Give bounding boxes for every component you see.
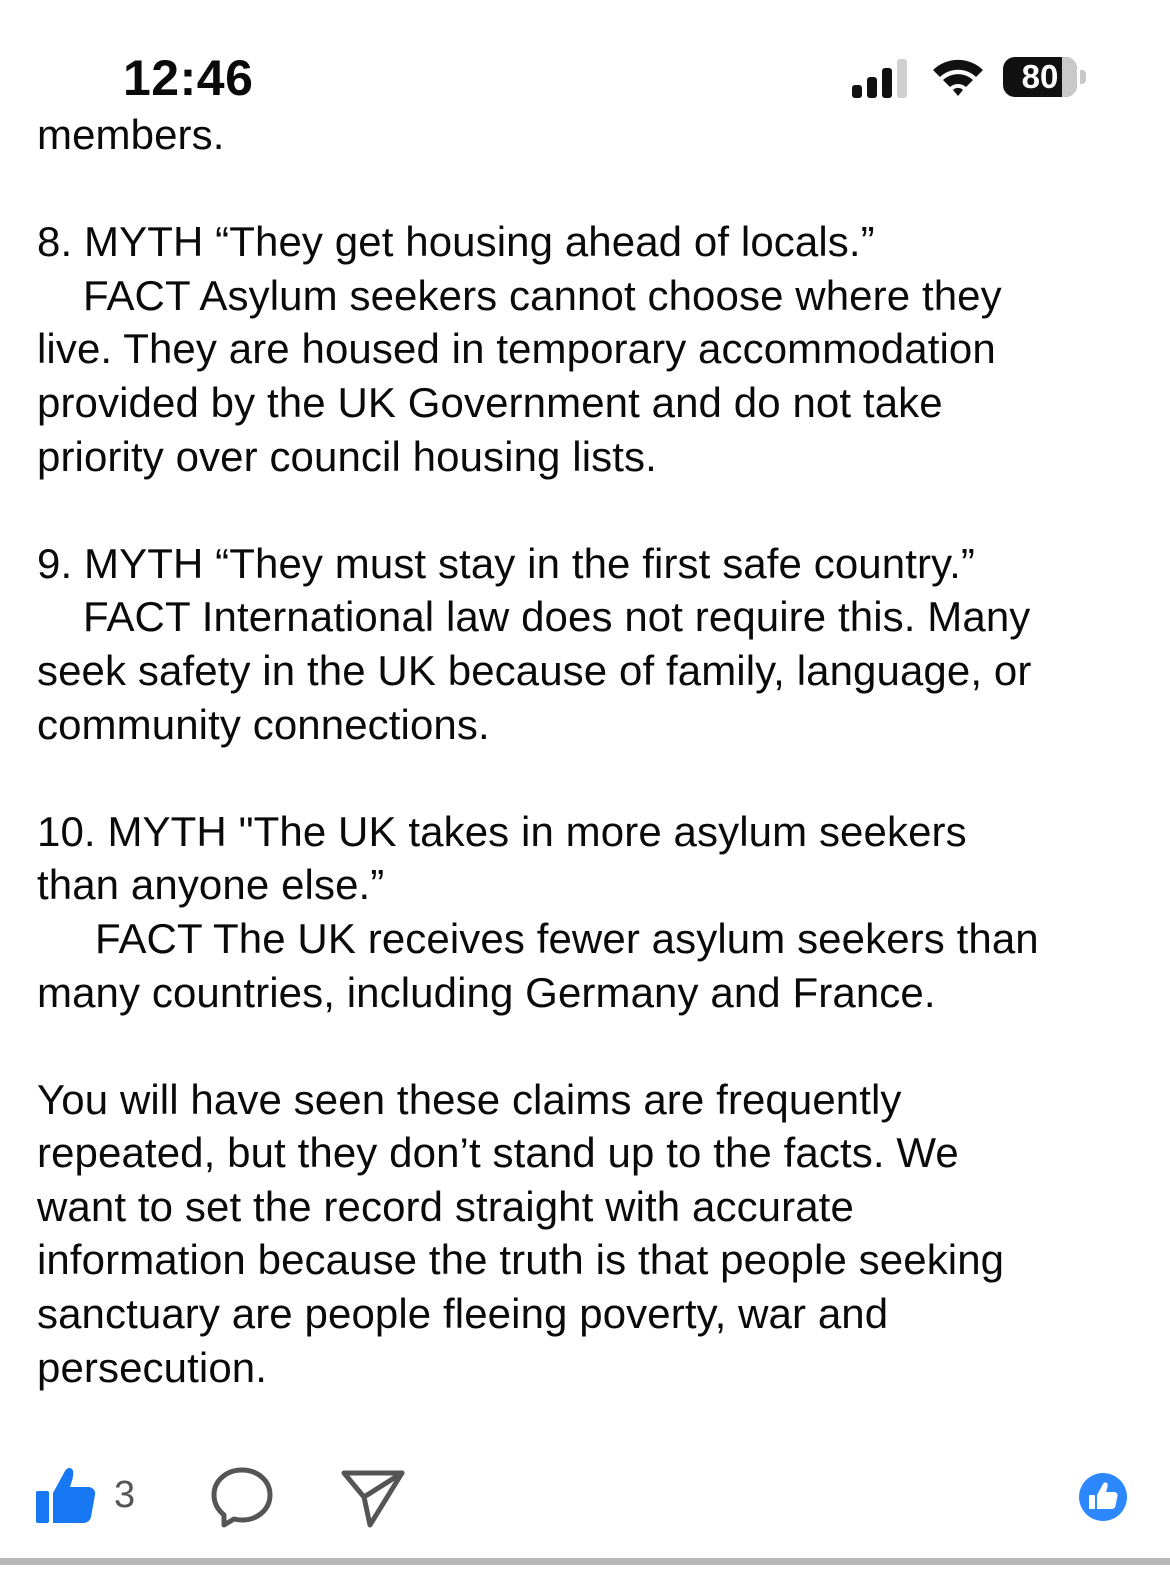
share-send-icon[interactable]: [340, 1465, 406, 1529]
post-spacer: [37, 751, 1147, 805]
conclusion-line: sanctuary are people fleeing poverty, war and: [37, 1290, 889, 1338]
post-spacer: [37, 1019, 1147, 1073]
post-spacer: [37, 162, 1147, 216]
thumbs-up-icon[interactable]: [34, 1463, 98, 1527]
post-line: provided by the UK Government and do not take: [37, 378, 943, 426]
conclusion-line: information because the truth is that people seeking: [37, 1236, 1005, 1284]
comment-bubble-icon[interactable]: [210, 1465, 274, 1529]
myth-heading: 10. MYTH "The UK takes in more asylum seekers: [37, 807, 967, 855]
conclusion-line: want to set the record straight with accurate: [37, 1182, 854, 1230]
fact-text: FACT Asylum seekers cannot choose where they: [83, 271, 1002, 319]
battery-indicator: [1003, 57, 1089, 99]
post-line: than anyone else.”: [37, 861, 385, 909]
wifi-icon: [930, 56, 986, 100]
like-count[interactable]: 3: [114, 1474, 136, 1516]
post-line: priority over council housing lists.: [37, 432, 657, 480]
like-reaction-badge-icon[interactable]: [1078, 1472, 1128, 1522]
post-line: members.: [37, 111, 225, 158]
cellular-signal-icon: [852, 58, 912, 98]
battery-percent: 80: [1021, 58, 1059, 95]
post-line: community connections.: [37, 700, 490, 748]
post-spacer: [37, 483, 1147, 537]
battery-cap: [1080, 70, 1086, 84]
home-indicator-divider: [0, 1558, 1170, 1565]
fact-text: FACT International law does not require this. Many: [83, 593, 1031, 641]
conclusion-line: You will have seen these claims are frequently: [37, 1075, 902, 1123]
conclusion-line: persecution.: [37, 1343, 268, 1391]
post-action-bar: [0, 1455, 1170, 1535]
conclusion-line: repeated, but they don’t stand up to the facts. We: [37, 1129, 959, 1177]
post-line: seek safety in the UK because of family, language, or: [37, 646, 1032, 694]
post-line: many countries, including Germany and France.: [37, 968, 936, 1016]
post-line: live. They are housed in temporary accommodation: [37, 325, 996, 373]
post-body: [37, 108, 1147, 1448]
myth-heading: 8. MYTH “They get housing ahead of locals.”: [37, 218, 875, 266]
myth-heading: 9. MYTH “They must stay in the first safe country.”: [37, 539, 975, 587]
status-time: 12:46: [123, 50, 254, 106]
battery-icon: [1003, 57, 1077, 97]
fact-text: FACT The UK receives fewer asylum seekers than: [95, 914, 1039, 962]
